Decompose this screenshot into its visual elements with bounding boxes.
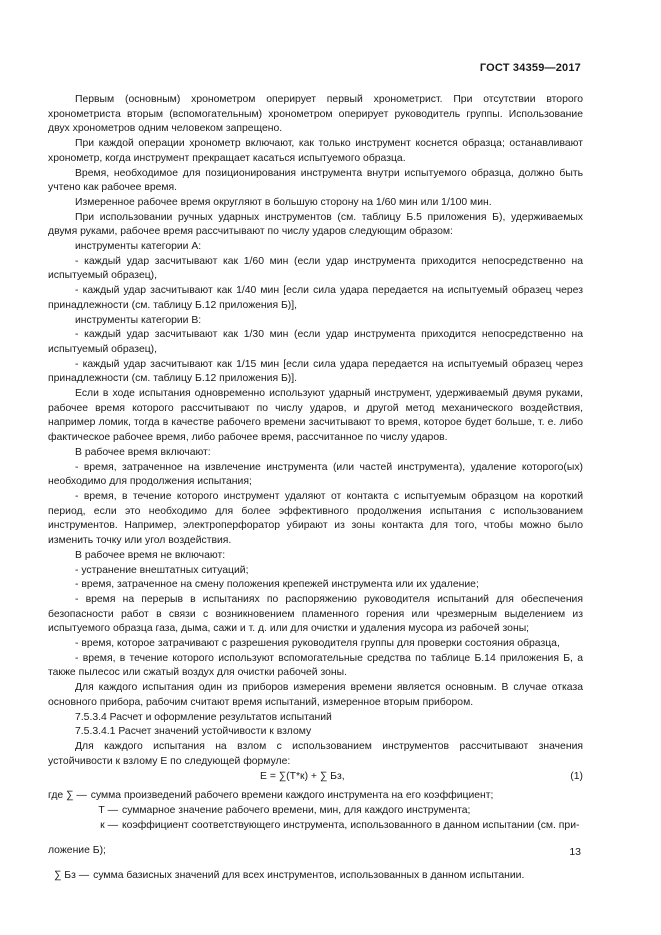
- paragraph: Время, необходимое для позиционирования инструмента внутри испытуемого образца, должно быть учтено как рабочее время.: [48, 167, 583, 194]
- paragraph: В рабочее время включают:: [75, 446, 211, 458]
- document-body: [48, 93, 583, 884]
- definition-symbol: к —: [100, 819, 118, 831]
- paragraph: Измеренное рабочее время округляют в большую сторону на 1/60 мин или 1/100 мин.: [75, 196, 492, 208]
- list-item: - каждый удар засчитывают как 1/40 мин [если сила удара передается на испытуемый образец через принадлежности (см. таблицу Б.12 приложения Б)],: [48, 285, 583, 311]
- paragraph: При каждой операции хронометр включают, как только инструмент коснется образца; останавливают хронометр, когда инструмент прекращает касаться испытуемого образца.: [48, 138, 583, 164]
- list-item: - время на перерыв в испытаниях по распоряжению руководителя испытаний для обеспечения безопасности работ в связи с возникновением пламенного горения или чрезмерным выделением из испытуемого образца газа, дыма, сажи и т. д. или для очистки и удаления мусора из рабочей зоны;: [48, 593, 583, 635]
- list-item: - время, затраченное на смену положения крепежей инструмента или их удаление;: [75, 579, 479, 591]
- paragraph: В рабочее время не включают:: [75, 549, 226, 561]
- paragraph: инструменты категории А:: [75, 241, 202, 253]
- list-item: - каждый удар засчитывают как 1/15 мин [если сила удара передается на испытуемый образец через принадлежности (см. таблицу Б.12 приложения Б)].: [48, 358, 583, 385]
- list-item: - время, в течение которого используют вспомогательные средства по таблице Б.14 приложения Б, а также пылесос или сжатый воздух для очистки рабочей зоны.: [48, 652, 583, 679]
- formula-number: (1): [570, 771, 583, 783]
- paragraph: Если в ходе испытания одновременно используют ударный инструмент, удерживаемый двумя руками, рабочее время которого рассчитывают по числу ударов, и другой метод механического воздействия, например ломик, тогда в качестве рабочего времени засчитывают то время, которое будет больше, т. е. либо фактическое рабочее время, либо рабочее время, рассчитанное по числу ударов.: [48, 388, 583, 444]
- paragraph: При использовании ручных ударных инструментов (см. таблицу Б.5 приложения Б), удерживаемых двумя руками, рабочее время рассчитывают по числу ударов следующим образом:: [48, 211, 583, 238]
- list-item: - время, которое затрачивают с разрешения руководителя группы для проверки состояния образца,: [75, 638, 560, 650]
- standard-header: ГОСТ 34359—2017: [479, 62, 581, 74]
- paragraph: Для каждого испытания на взлом с использованием инструментов рассчитывают значения устойчивости к взлому Е по следующей формуле:: [48, 740, 583, 767]
- paragraph: Для каждого испытания один из приборов измерения времени является основным. В случае отказа основного прибора, рабочим считают время испытаний, измеренное вторым прибором.: [48, 682, 583, 708]
- paragraph: Первым (основным) хронометром оперирует первый хронометрист. При отсутствии второго хронометриста вторым (вспомогательным) хронометром оперирует руководитель группы. Использование двух хронометров одним человеком запрещено.: [48, 94, 583, 135]
- formula-definitions: [48, 789, 583, 883]
- definition-symbol: Т —: [98, 805, 118, 817]
- page-number: 13: [569, 846, 581, 858]
- definition-symbol: где ∑ —: [48, 790, 87, 802]
- definition-text: коэффициент соответствующего инструмента, использованного в данном испытании (см. при-: [122, 819, 580, 831]
- definition-continuation: ложение Б);: [48, 844, 106, 856]
- list-item: - каждый удар засчитывают как 1/30 мин (если удар инструмента приходится непосредственно на испытуемый образец),: [48, 329, 583, 355]
- list-item: - время, в течение которого инструмент удаляют от контакта с испытуемым образцом на короткий период, если это необходимо для более эффективного продолжения испытания с использованием инструментов. Например, электроперфоратор убирают из зоны контакта для того, чтобы можно было изменить точку или угол воздействия.: [48, 490, 583, 547]
- list-item: - время, затраченное на извлечение инструмента (или частей инструмента), удаление которого(ых) необходимо для продолжения испытания;: [48, 461, 583, 488]
- definition-row: [48, 789, 583, 804]
- paragraph: инструменты категории В:: [75, 314, 202, 326]
- definition-text: сумма произведений рабочего времени каждого инструмента на его коэффициент;: [90, 790, 494, 802]
- definition-row: [48, 804, 583, 819]
- formula: [48, 770, 583, 787]
- definition-row: [48, 819, 583, 834]
- list-item: - каждый удар засчитывают как 1/60 мин (если удар инструмента приходится непосредственно на испытуемый образец),: [48, 255, 583, 282]
- section-heading: 7.5.3.4.1 Расчет значений устойчивости к взлому: [75, 726, 312, 738]
- definition-text: сумма базисных значений для всех инструментов, использованных в данном испытании.: [93, 869, 525, 881]
- section-heading: 7.5.3.4 Расчет и оформление результатов испытаний: [75, 711, 332, 723]
- definition-row: [48, 869, 583, 884]
- definition-text: суммарное значение рабочего времени, мин, для каждого инструмента;: [122, 805, 471, 817]
- definition-symbol: ∑ Бз —: [54, 869, 90, 881]
- list-item: - устранение внештатных ситуаций;: [75, 564, 249, 576]
- formula-expression: Е = ∑(Т*к) + ∑ Бз,: [260, 771, 345, 783]
